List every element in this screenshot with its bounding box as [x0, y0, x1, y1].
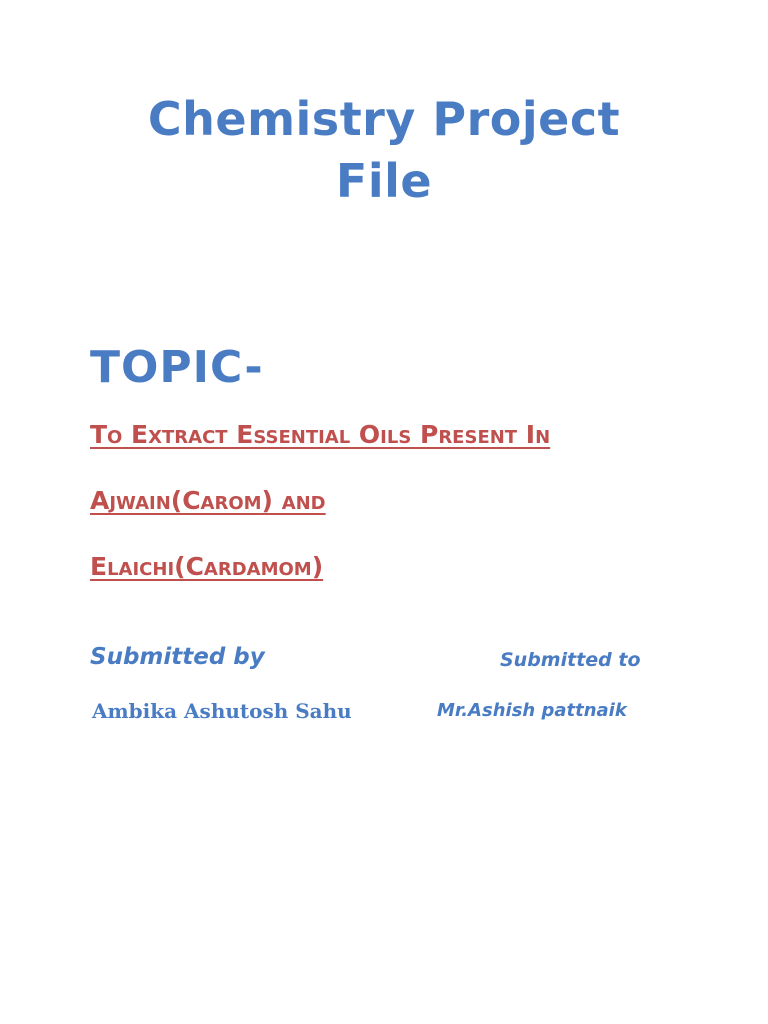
title-line-2: File	[335, 154, 433, 208]
document-title	[0, 88, 768, 212]
submitted-by-label: Submitted by	[90, 644, 265, 670]
submitted-to-label: Submitted to	[500, 649, 641, 671]
topic-heading: TOPIC-	[90, 342, 264, 393]
student-name: Ambika Ashutosh Sahu	[92, 699, 352, 723]
topic-line-1: To Extract Essential Oils Present In	[90, 420, 551, 449]
topic-line-2: Ajwain(Carom) and	[90, 486, 326, 515]
topic-line-3: Elaichi(Cardamom)	[90, 552, 324, 581]
title-line-1: Chemistry Project	[147, 92, 621, 146]
teacher-name: Mr.Ashish pattnaik	[437, 700, 627, 721]
